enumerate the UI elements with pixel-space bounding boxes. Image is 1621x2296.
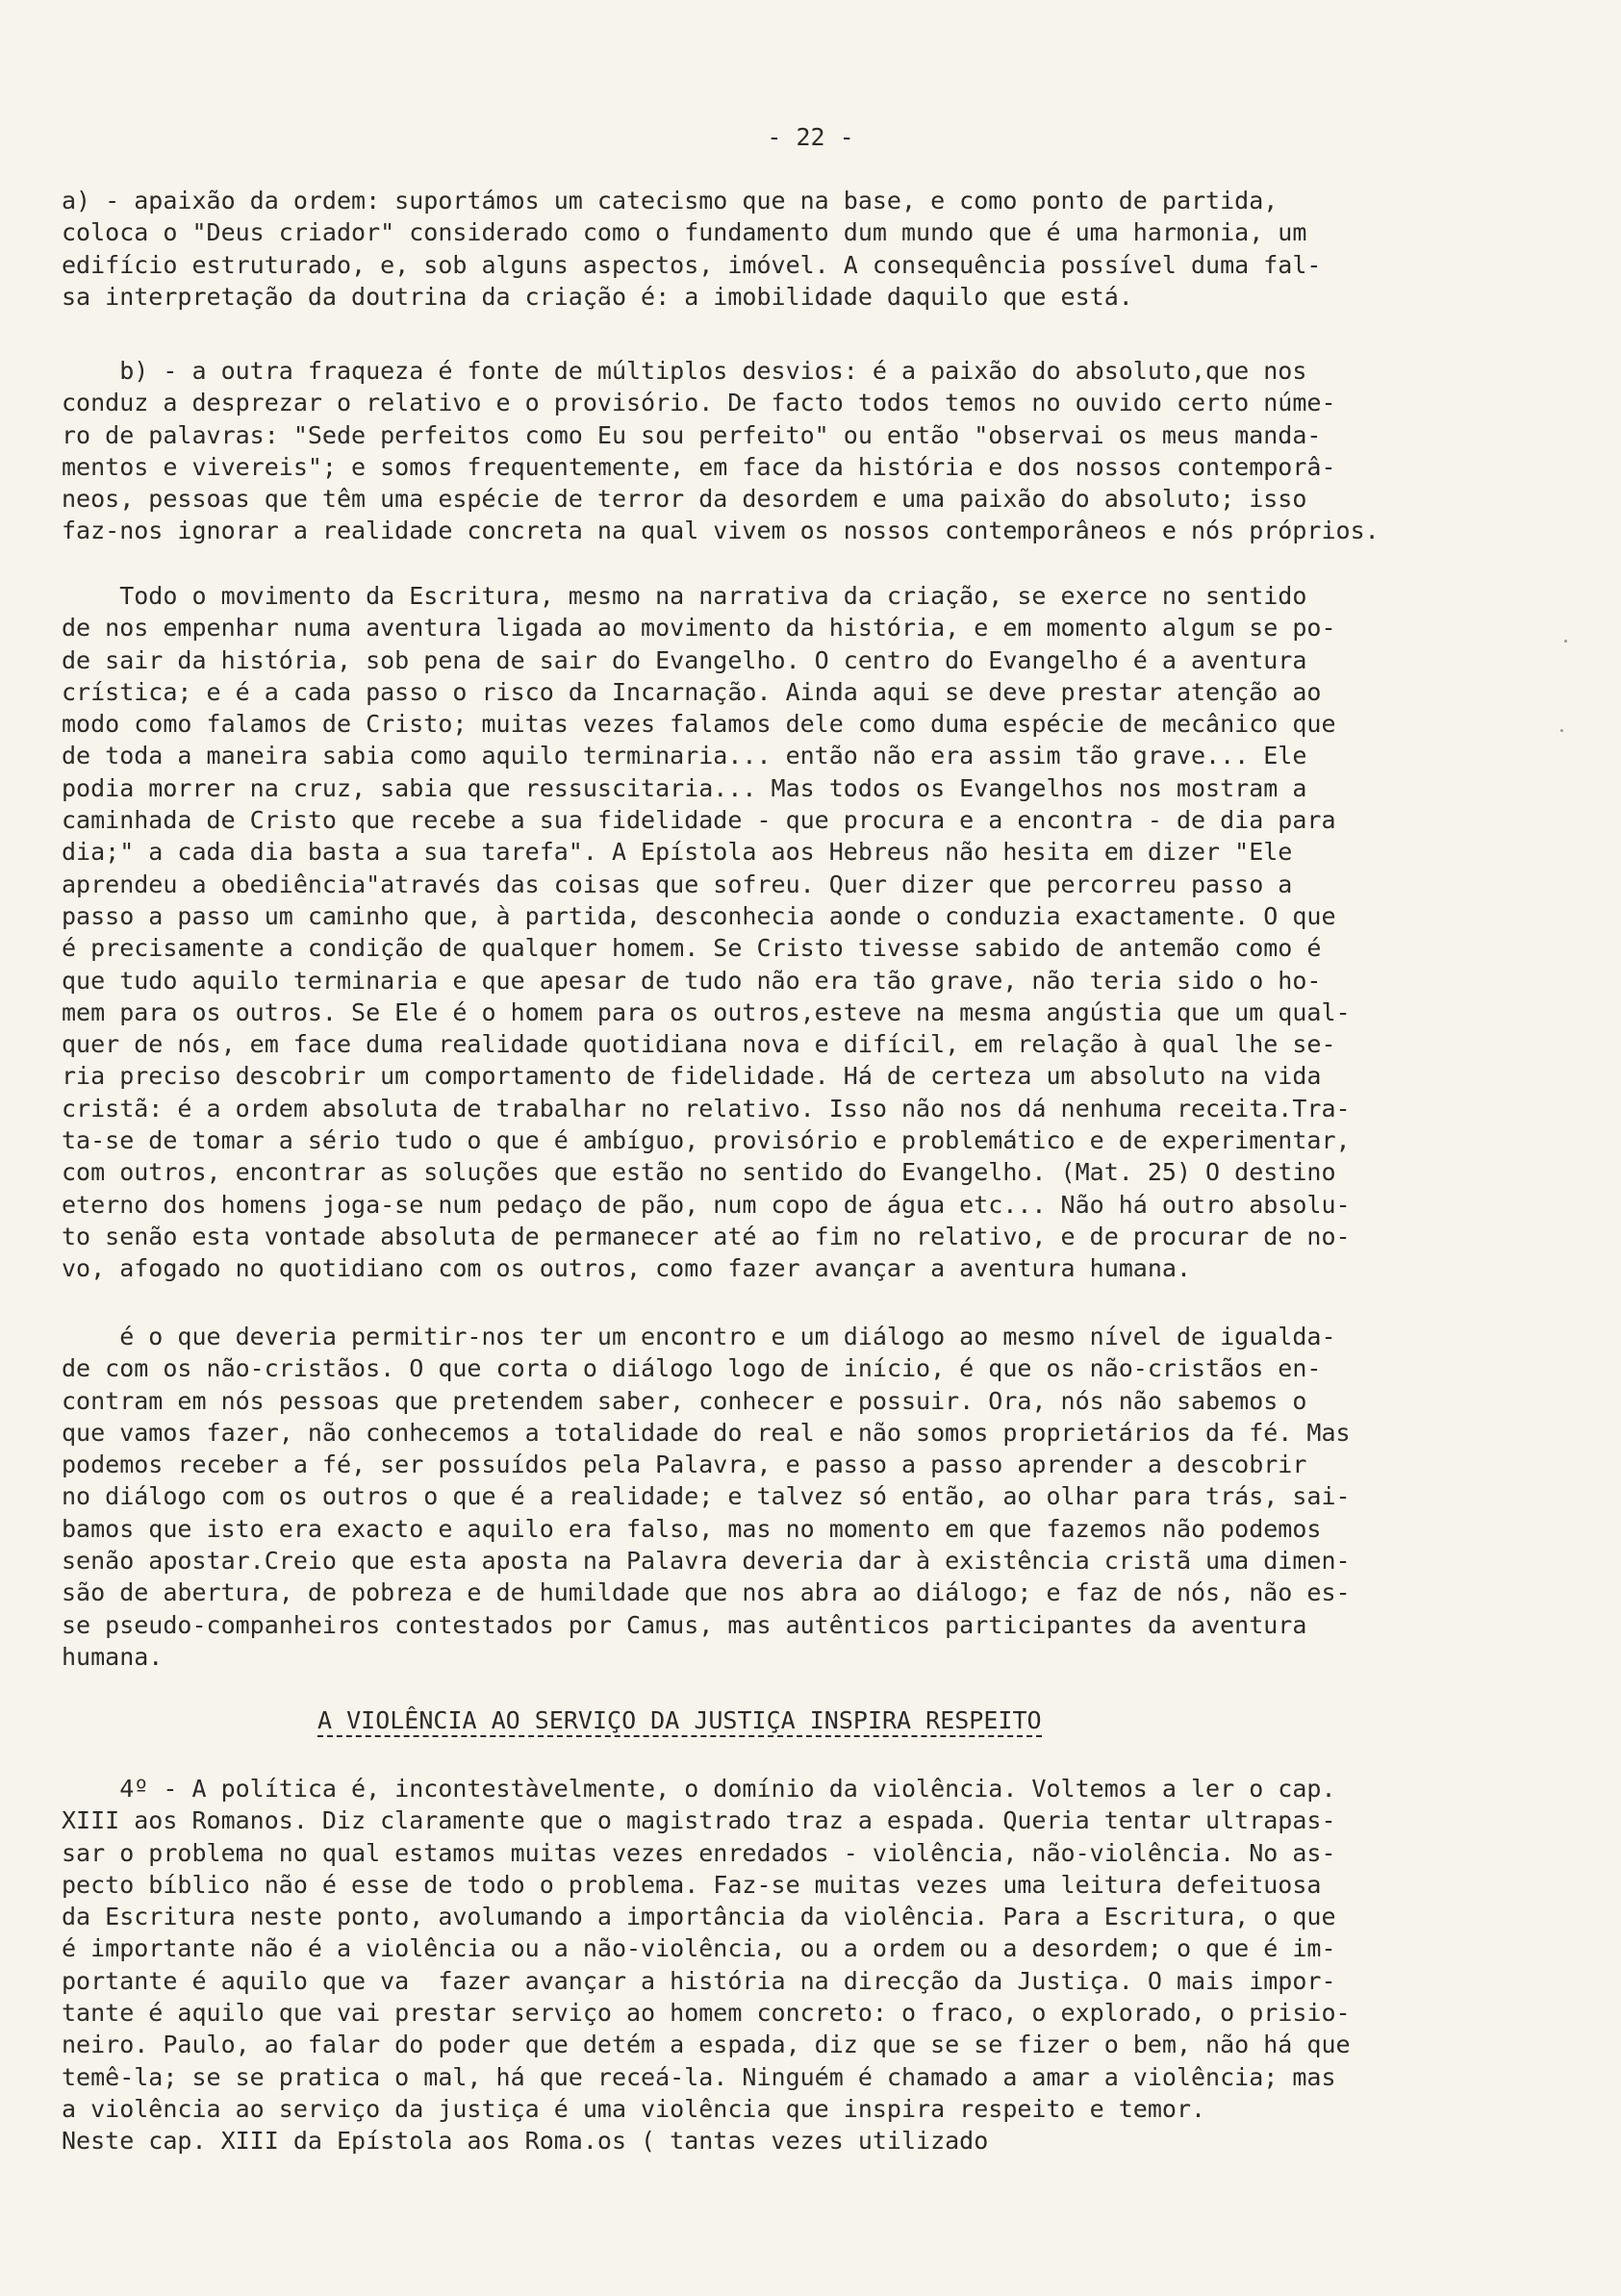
text-line: mentos e vivereis"; e somos frequentemente, em face da história e dos nossos contemporâ- xyxy=(62,452,1336,481)
text-line: 4º - A política é, incontestàvelmente, o domínio da violência. Voltemos a ler o cap. xyxy=(62,1775,1336,1803)
text-line: ria preciso descobrir um comportamento de fidelidade. Há de certeza um absoluto na vida xyxy=(62,1062,1322,1091)
text-line: faz-nos ignorar a realidade concreta na qual vivem os nossos contemporâneos e nós próprios. xyxy=(62,517,1380,545)
text-line: coloca o "Deus criador" considerado como o fundamento dum mundo que é uma harmonia, um xyxy=(62,218,1307,247)
text-line: senão apostar.Creio que esta aposta na Palavra deveria dar à existência cristã uma dimen- xyxy=(62,1547,1351,1576)
text-line: se pseudo-companheiros contestados por Camus, mas autênticos participantes da aventura xyxy=(62,1610,1307,1639)
text-line: pecto bíblico não é esse de todo o problema. Faz-se muitas vezes uma leitura defeituosa xyxy=(62,1870,1322,1899)
text-line: conduz a desprezar o relativo e o provisório. De facto todos temos no ouvido certo núme- xyxy=(62,389,1336,417)
text-line: modo como falamos de Cristo; muitas vezes falamos dele como duma espécie de mecânico que xyxy=(62,710,1336,739)
text-line: humana. xyxy=(62,1642,164,1671)
text-line: de com os não-cristãos. O que corta o diálogo logo de início, é que os não-cristãos en- xyxy=(62,1354,1322,1383)
paragraph-dialogue xyxy=(62,1321,1485,1673)
text-line: é importante não é a violência ou a não-violência, ou a ordem ou a desordem; o que é im- xyxy=(62,1934,1336,1963)
text-line: de nos empenhar numa aventura ligada ao movimento da história, e em momento algum se po- xyxy=(62,614,1336,643)
text-line: que tudo aquilo terminaria e que apesar de tudo não era tão grave, não teria sido o ho- xyxy=(62,966,1322,995)
text-line: tante é aquilo que vai prestar serviço ao homem concreto: o fraco, o explorado, o prisio- xyxy=(62,1999,1351,2028)
page-number: - 22 - xyxy=(767,123,854,151)
text-line: XIII aos Romanos. Diz claramente que o magistrado traz a espada. Queria tentar ultrapas- xyxy=(62,1806,1336,1835)
paragraph-a xyxy=(62,185,1485,313)
text-line: de toda a maneira sabia como aquilo terminaria... então não era assim tão grave... Ele xyxy=(62,742,1307,770)
text-line: edifício estruturado, e, sob alguns aspectos, imóvel. A consequência possível duma fal- xyxy=(62,250,1322,279)
text-line: cristã: é a ordem absoluta de trabalhar no relativo. Isso não nos dá nenhuma receita.Tra- xyxy=(62,1094,1351,1123)
text-line: a) - apaixão da ordem: suportámos um catecismo que na base, e como ponto de partida, xyxy=(62,187,1279,214)
text-line: ro de palavras: "Sede perfeitos como Eu sou perfeito" ou então "observai os meus manda- xyxy=(62,420,1322,449)
text-line: no diálogo com os outros o que é a realidade; e talvez só então, ao olhar para trás, sai- xyxy=(62,1482,1351,1511)
text-line: sar o problema no qual estamos muitas vezes enredados - violência, não-violência. No as- xyxy=(62,1838,1336,1867)
text-line: neiro. Paulo, ao falar do poder que detém a espada, diz que se se fizer o bem, não há que xyxy=(62,2031,1351,2059)
text-line: aprendeu a obediência"através das coisas que sofreu. Quer dizer que percorreu passo a xyxy=(62,870,1293,898)
text-line: podia morrer na cruz, sabia que ressuscitaria... Mas todos os Evangelhos nos mostram a xyxy=(62,773,1307,802)
paragraph-b xyxy=(62,355,1485,547)
text-line: Neste cap. XIII da Epístola aos Roma.os ( tantas vezes utilizado xyxy=(62,2127,989,2156)
text-line: bamos que isto era exacto e aquilo era falso, mas no momento em que fazemos não podemos xyxy=(62,1514,1322,1543)
text-line: são de abertura, de pobreza e de humildade que nos abra ao diálogo; e faz de nós, não es- xyxy=(62,1578,1351,1607)
text-line: vo, afogado no quotidiano com os outros, como fazer avançar a aventura humana. xyxy=(62,1254,1191,1283)
text-line: eterno dos homens joga-se num pedaço de pão, num copo de água etc... Não há outro absolu- xyxy=(62,1190,1351,1219)
text-line: passo a passo um caminho que, à partida, desconhecia aonde o conduzia exactamente. O que xyxy=(62,901,1336,930)
text-line: é precisamente a condição de qualquer homem. Se Cristo tivesse sabido de antemão como é xyxy=(62,934,1322,963)
text-line: contram em nós pessoas que pretendem saber, conhecer e possuir. Ora, nós não sabemos o xyxy=(62,1386,1307,1415)
section-heading: A VIOLÊNCIA AO SERVIÇO DA JUSTIÇA INSPIRA RESPEITO xyxy=(317,1706,1042,1737)
text-line: ta-se de tomar a sério tudo o que é ambíguo, provisório e problemático e de experimentar, xyxy=(62,1126,1351,1155)
text-line: dia;" a cada dia basta a sua tarefa". A Epístola aos Hebreus não hesita em dizer "Ele xyxy=(62,838,1293,867)
text-line: portante é aquilo que va fazer avançar a história na direcção da Justiça. O mais impor- xyxy=(62,1966,1336,1995)
text-line: sa interpretação da doutrina da criação é: a imobilidade daquilo que está. xyxy=(62,282,1133,311)
text-line: de sair da história, sob pena de sair do Evangelho. O centro do Evangelho é a aventura xyxy=(62,645,1307,674)
text-line: que vamos fazer, não conhecemos a totalidade do real e não somos proprietários da fé. Mas xyxy=(62,1418,1351,1447)
text-line: com outros, encontrar as soluções que estão no sentido do Evangelho. (Mat. 25) O destino xyxy=(62,1158,1336,1187)
paragraph-scripture-movement xyxy=(62,580,1485,1285)
text-line: da Escritura neste ponto, avolumando a importância da violência. Para a Escritura, o que xyxy=(62,1903,1336,1931)
text-line: temê-la; se se pratica o mal, há que receá-la. Ninguém é chamado a amar a violência; mas xyxy=(62,2062,1336,2091)
paper-speck xyxy=(1560,729,1563,732)
text-line: mem para os outros. Se Ele é o homem para os outros,esteve na mesma angústia que um qual- xyxy=(62,997,1351,1026)
paragraph-politics xyxy=(62,1773,1485,2157)
text-line: podemos receber a fé, ser possuídos pela Palavra, e passo a passo aprender a descobrir xyxy=(62,1451,1307,1479)
text-line: Todo o movimento da Escritura, mesmo na narrativa da criação, se exerce no sentido xyxy=(62,582,1307,610)
paper-speck xyxy=(1564,640,1567,643)
text-line: crística; e é a cada passo o risco da Incarnação. Ainda aqui se deve prestar atenção ao xyxy=(62,677,1322,706)
text-line: to senão esta vontade absoluta de permanecer até ao fim no relativo, e de procurar de no- xyxy=(62,1222,1351,1250)
text-line: a violência ao serviço da justiça é uma violência que inspira respeito e temor. xyxy=(62,2094,1206,2123)
text-line: é o que deveria permitir-nos ter um encontro e um diálogo ao mesmo nível de igualda- xyxy=(62,1323,1336,1350)
text-line: b) - a outra fraqueza é fonte de múltiplos desvios: é a paixão do absoluto,que nos xyxy=(62,357,1307,385)
text-line: neos, pessoas que têm uma espécie de terror da desordem e uma paixão do absoluto; isso xyxy=(62,485,1307,514)
text-line: caminhada de Cristo que recebe a sua fidelidade - que procura e a encontra - de dia para xyxy=(62,806,1336,835)
text-line: quer de nós, em face duma realidade quotidiana nova e difícil, em relação à qual lhe se- xyxy=(62,1030,1336,1059)
